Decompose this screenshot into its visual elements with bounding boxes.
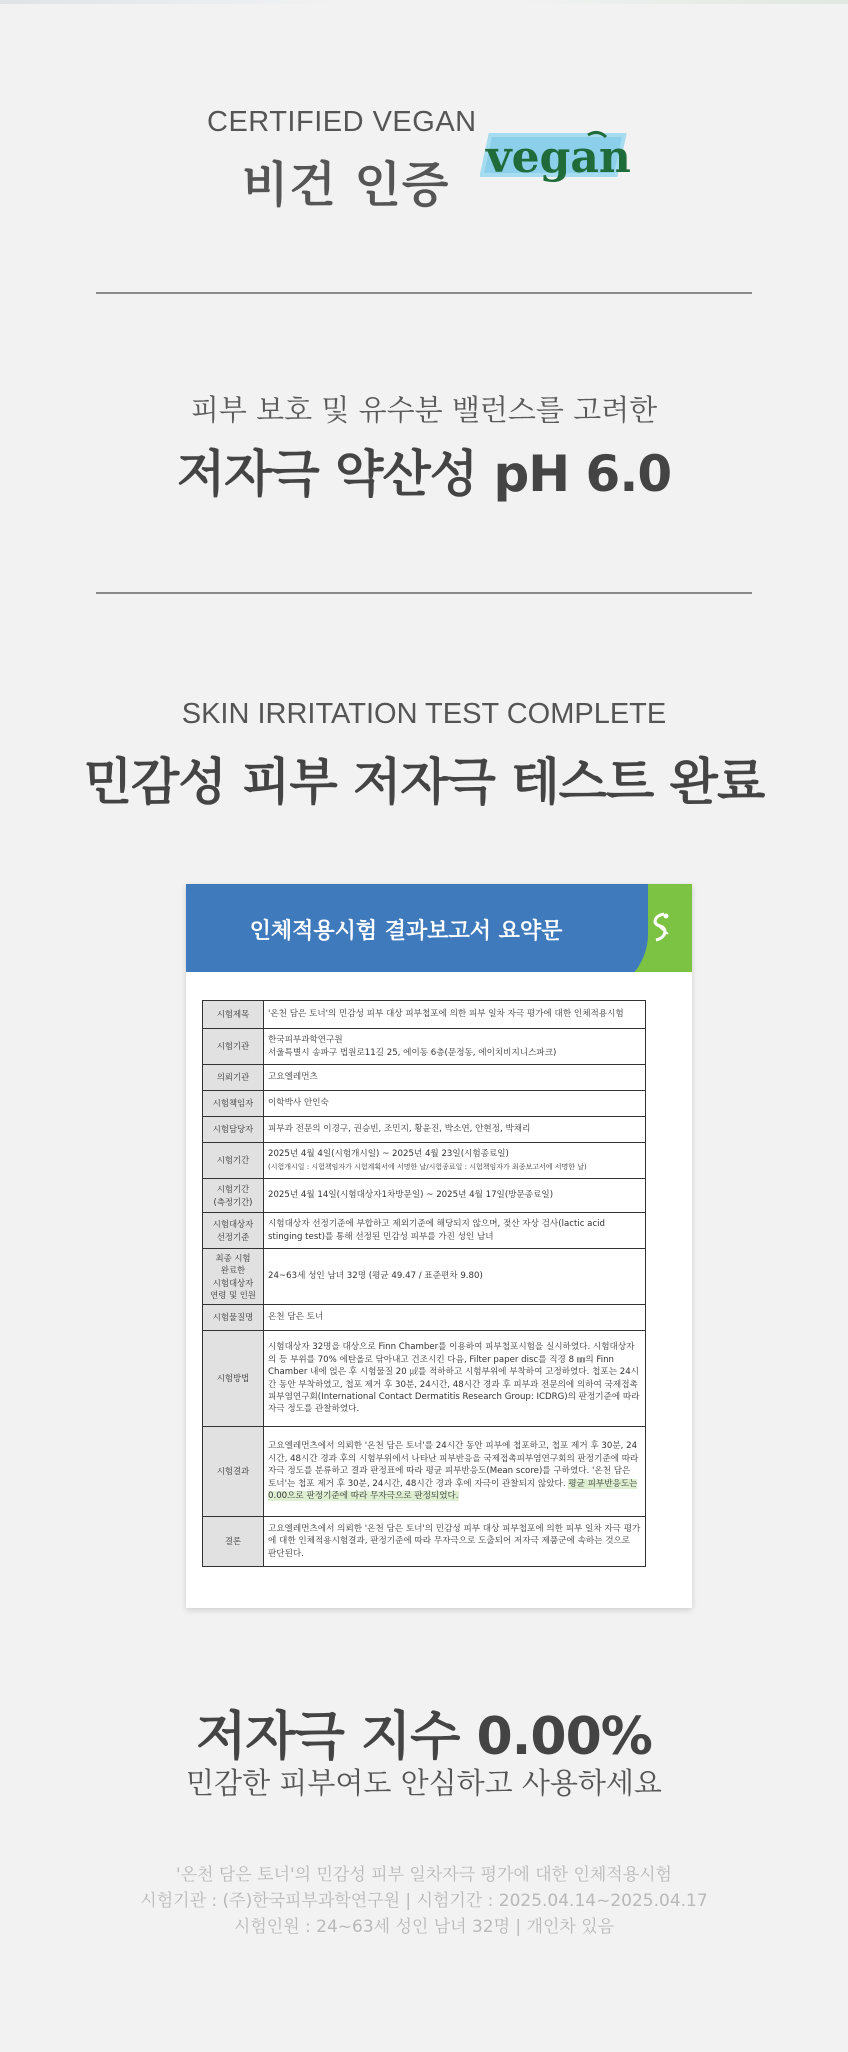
report-row-value [264,1213,646,1249]
report-value-text: '온천 담은 토너'의 민감성 피부 대상 피부첩포에 의한 피부 일차 자극 평가에 대한 인체적용시험 [268,1009,624,1020]
ph-title: 저자극 약산성 pH 6.0 [176,445,672,503]
report-row-value [264,1427,646,1517]
skin-test-heading-en: SKIN IRRITATION TEST COMPLETE [181,698,667,730]
report-row [203,1143,646,1179]
report-row-value [264,1065,646,1091]
report-row [203,1305,646,1331]
report-row [203,1213,646,1249]
report-value-text: 시험대상자 선정기준에 부합하고 제외기준에 해당되지 않으며, 젖산 자상 검사(lactic acid stinging test)를 통해 선정된 민감성 피부를 가진 성인 남녀 [268,1219,606,1242]
irritation-index-title: 저자극 지수 0.00% [196,1707,652,1767]
divider-1 [96,292,752,294]
top-accent-line [0,0,848,4]
report-row-value [264,1305,646,1331]
report-value-text: 이학박사 안인숙 [268,1098,329,1109]
report-row-key: 최종 시험 완료한 시험대상자 연령 및 인원 [203,1249,264,1305]
divider-2 [96,592,752,594]
report-row-key: 시험기간 (측정기간) [203,1179,264,1213]
report-row-value [264,1331,646,1427]
report-row-value [264,1517,646,1567]
report-row [203,1065,646,1091]
report-row-key: 시험제목 [203,1001,264,1029]
report-value-note: 서울특별시 송파구 법원로11길 25, 에이동 6층(문정동, 에이치비지니스파크) [268,1047,557,1058]
report-value-note: (시험개시일 : 시험책임자가 시험계획서에 서명한 날/시험종료일 : 시험책임자가 최종보고서에 서명한 날) [268,1162,587,1171]
report-summary-card [186,884,692,1608]
report-row-key: 시험책임자 [203,1091,264,1117]
ph-subtitle: 피부 보호 및 유수분 밸런스를 고려한 [190,393,658,427]
vegan-logo-icon [480,127,640,193]
report-row-value [264,1029,646,1065]
report-row-value [264,1117,646,1143]
report-title: 인체적용시험 결과보고서 요약문 [249,919,563,944]
report-row-key: 시험기관 [203,1029,264,1065]
report-row [203,1331,646,1427]
skin-test-heading-ko: 민감성 피부 저자극 테스트 완료 [83,753,765,811]
report-row-key: 시험담당자 [203,1117,264,1143]
report-value-text: 시험대상자 32명을 대상으로 Finn Chamber를 이용하여 피부첩포시험을 실시하였다. 시험대상자의 등 부위를 70% 에탄올로 닦아내고 건조시킨 다음, Filter paper disc를 직경 8 ㎜의 Finn Chamber 내에 얹은 후 시험물질 20 ㎕를 적하하고 시험부위에 부착하여 고정하였다. 첩포는 24시간 동안 부착하였고, 첩포 제거 후 30분, 24시간, 48시간 경과 후 피부과 전문의에 의하여 국제접촉피부염연구회(International Contact Dermatitis Research Group: ICDRG)의 판정기준에 따라 자극 정도를 관찰하였다. [268,1342,640,1415]
report-value-text: 2025년 4월 14일(시험대상자1차방문일) ~ 2025년 4월 17일(방문종료일) [268,1190,554,1201]
report-row-key: 결론 [203,1517,264,1567]
footnote-line-2: 시험기관 : (주)한국피부과학연구원 | 시험기간 : 2025.04.14~2025.04.17 [140,1891,708,1911]
report-row-key: 시험방법 [203,1331,264,1427]
report-row [203,1091,646,1117]
institute-logo-icon [644,910,678,946]
report-row-key: 의뢰기관 [203,1065,264,1091]
report-value-text: 고요엘레먼츠에서 의뢰한 '온천 담은 토너'를 24시간 동안 피부에 첩포하고, 첩포 제거 후 30분, 24시간, 48시간 경과 후의 시험부위에서 나타난 피부반응을 국제접촉피부염연구회의 판정기준에 따라 자극 정도를 분류하고 결과 판정표에 따라 평균 피부반응도(Mean score)를 구하였다. '온천 담은 토너'는 첩포 제거 후 30분, 24시간, 48시간 경과 후에 자극이 관찰되지 않았다. [268,1441,639,1489]
report-row [203,1029,646,1065]
report-value-text: 고요엘레먼츠에서 의뢰한 '온천 담은 토너'의 민감성 피부 대상 피부첩포에 의한 피부 일차 자극 평가에 대한 인체적용시험결과, 판정기준에 따라 무자극으로 도출되어 저자극 제품군에 속하는 것으로 판단된다. [268,1523,641,1559]
irritation-index-subtitle: 민감한 피부여도 안심하고 사용하세요 [186,1766,662,1800]
report-row [203,1179,646,1213]
report-value-text: 한국피부과학연구원 [268,1035,343,1046]
report-row-value [264,1249,646,1305]
report-value-text: 고요엘레먼츠 [268,1072,318,1083]
report-row [203,1517,646,1567]
footnote-line-1: '온천 담은 토너'의 민감성 피부 일차자극 평가에 대한 인체적용시험 [176,1865,672,1885]
report-row [203,1249,646,1305]
report-row-key: 시험결과 [203,1427,264,1517]
report-value-text: 피부과 전문의 이경구, 권승빈, 조민지, 황윤진, 박소연, 안현정, 박채리 [268,1124,531,1135]
report-value-text: 24~63세 성인 남녀 32명 (평균 49.47 / 표준편차 9.80) [268,1271,483,1282]
report-result-highlight: 평균 피부반응도는 0.00으로 판정기준에 따라 무자극으로 판정되었다. [268,1478,638,1502]
report-value-text: 온천 담은 토너 [268,1312,324,1323]
report-row-value [264,1001,646,1029]
report-row-key: 시험대상자 선정기준 [203,1213,264,1249]
report-row-key: 시험물질명 [203,1305,264,1331]
report-table [202,1000,646,1567]
report-row-key: 시험기간 [203,1143,264,1179]
report-header [186,884,692,972]
report-row-value [264,1091,646,1117]
report-row [203,1001,646,1029]
report-row-value [264,1143,646,1179]
footnote-line-3: 시험인원 : 24~63세 성인 남녀 32명 | 개인차 있음 [233,1917,615,1937]
vegan-certification-title: 비건 인증 [242,157,450,213]
report-value-text: 2025년 4월 4일(시험개시일) ~ 2025년 4월 23일(시험종료일) [268,1149,509,1160]
report-row [203,1117,646,1143]
vegan-logo-text: vegan [486,132,631,183]
report-row-value [264,1179,646,1213]
certified-vegan-heading: CERTIFIED VEGAN [207,106,477,138]
report-row [203,1427,646,1517]
